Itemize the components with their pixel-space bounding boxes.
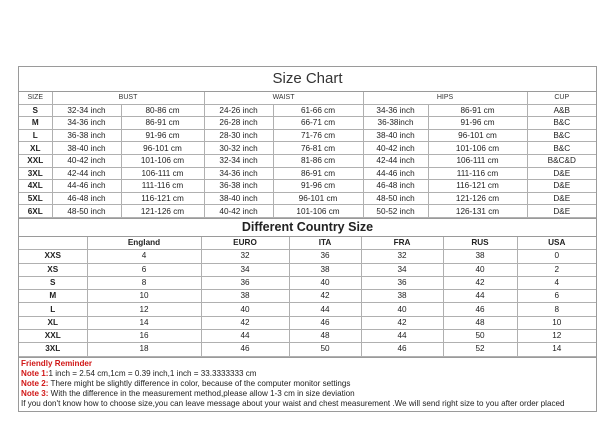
table-cell: 80-86 cm: [121, 104, 204, 117]
table-cell: D&E: [527, 192, 596, 205]
header-blank: [19, 237, 87, 250]
table-cell: 126-131 cm: [428, 205, 527, 218]
table-cell: D&E: [527, 205, 596, 218]
table-cell: 48: [289, 330, 361, 343]
table-cell: 3XL: [19, 167, 52, 180]
table-cell: 61-66 cm: [273, 104, 363, 117]
note-line: [21, 369, 594, 379]
table-cell: 2: [517, 263, 596, 276]
table-cell: L: [19, 129, 52, 142]
table-cell: 71-76 cm: [273, 129, 363, 142]
table-row: [19, 205, 596, 218]
table-cell: 50: [443, 330, 517, 343]
table-cell: 86-91 cm: [428, 104, 527, 117]
table-cell: 46: [289, 316, 361, 329]
table-cell: 91-96 cm: [121, 129, 204, 142]
table-row: [19, 290, 596, 303]
table-cell: 38-40 inch: [52, 142, 121, 155]
table-cell: 4: [517, 276, 596, 289]
table-cell: 4: [87, 250, 201, 263]
table-cell: 36-38 inch: [52, 129, 121, 142]
table-cell: 46-48 inch: [363, 180, 428, 193]
table-cell: B&C&D: [527, 154, 596, 167]
table-cell: 38: [361, 290, 443, 303]
table-cell: 101-106 cm: [121, 154, 204, 167]
table-cell: 38-40 inch: [363, 129, 428, 142]
table-cell: 121-126 cm: [121, 205, 204, 218]
table-cell: 34: [201, 263, 289, 276]
table-cell: 46: [201, 343, 289, 356]
table-cell: 96-101 cm: [428, 129, 527, 142]
table-cell: B&C: [527, 142, 596, 155]
table-cell: 38: [201, 290, 289, 303]
header-euro: EURO: [201, 237, 289, 250]
table-cell: XXL: [19, 154, 52, 167]
table-cell: 44: [289, 303, 361, 316]
notes-footer: If you don't know how to choose size,you can leave message about your waist and chest measurement .We will send right size to you after order placed: [21, 399, 565, 409]
header-cup: CUP: [527, 92, 596, 104]
table-cell: 42: [361, 316, 443, 329]
table-cell: 42: [289, 290, 361, 303]
table-cell: 46-48 inch: [52, 192, 121, 205]
table-cell: M: [19, 117, 52, 130]
table-row: [19, 167, 596, 180]
table-cell: 12: [517, 330, 596, 343]
table-row: [19, 316, 596, 329]
table-cell: 40: [289, 276, 361, 289]
table-cell: 38-40 inch: [204, 192, 273, 205]
table-cell: 12: [87, 303, 201, 316]
table-cell: 14: [87, 316, 201, 329]
table-cell: 46: [361, 343, 443, 356]
table-cell: 76-81 cm: [273, 142, 363, 155]
table-row: [19, 276, 596, 289]
table-cell: M: [19, 290, 87, 303]
table-cell: 44: [443, 290, 517, 303]
table-cell: 44: [361, 330, 443, 343]
note-label: Note 2:: [21, 379, 49, 389]
table-cell: 18: [87, 343, 201, 356]
table-row: [19, 180, 596, 193]
note-label: Note 1:: [21, 368, 49, 378]
header-ita: ITA: [289, 237, 361, 250]
table-cell: B&C: [527, 129, 596, 142]
table-cell: 14: [517, 343, 596, 356]
table-cell: 8: [517, 303, 596, 316]
table-cell: 28-30 inch: [204, 129, 273, 142]
table-cell: XXS: [19, 250, 87, 263]
table-row: [19, 104, 596, 117]
table-cell: 66-71 cm: [273, 117, 363, 130]
table-cell: 30-32 inch: [204, 142, 273, 155]
table-cell: 40-42 inch: [363, 142, 428, 155]
table-cell: 0: [517, 250, 596, 263]
size-chart-table: [19, 92, 596, 218]
note-text: 1 inch = 2.54 cm,1cm = 0.39 inch,1 inch = 33.3333333 cm: [48, 368, 257, 378]
table-cell: 50: [289, 343, 361, 356]
notes-heading: Friendly Reminder: [21, 358, 93, 368]
table-row: [19, 330, 596, 343]
table-cell: 26-28 inch: [204, 117, 273, 130]
country-size-table: [19, 237, 596, 357]
table-cell: 48: [443, 316, 517, 329]
header-waist: WAIST: [204, 92, 363, 104]
header-bust: BUST: [52, 92, 204, 104]
table-cell: 48-50 inch: [363, 192, 428, 205]
table-cell: 36: [289, 250, 361, 263]
table-row: [19, 129, 596, 142]
note-text: With the difference in the measurement method,please allow 1-3 cm in size deviation: [48, 389, 355, 399]
table-cell: 36: [361, 276, 443, 289]
table-row: [19, 303, 596, 316]
table-row: [19, 154, 596, 167]
table-cell: 44-46 inch: [363, 167, 428, 180]
table-cell: 38: [289, 263, 361, 276]
table-cell: B&C: [527, 117, 596, 130]
table-cell: XL: [19, 316, 87, 329]
table-cell: 38: [443, 250, 517, 263]
table-cell: 4XL: [19, 180, 52, 193]
table-row: [19, 250, 596, 263]
table-cell: 46: [443, 303, 517, 316]
header-england: England: [87, 237, 201, 250]
table-cell: 52: [443, 343, 517, 356]
table-cell: 91-96 cm: [273, 180, 363, 193]
table-cell: 34-36 inch: [52, 117, 121, 130]
size-chart-title: Size Chart: [19, 67, 596, 92]
table-cell: S: [19, 104, 52, 117]
table-cell: 86-91 cm: [121, 117, 204, 130]
table-row: [19, 117, 596, 130]
table-cell: 32: [201, 250, 289, 263]
table-cell: 42: [443, 276, 517, 289]
table-cell: D&E: [527, 180, 596, 193]
note-line: [21, 389, 594, 399]
table-cell: 91-96 cm: [428, 117, 527, 130]
table-cell: 42: [201, 316, 289, 329]
size-chart-header-row: [19, 92, 596, 104]
table-row: [19, 263, 596, 276]
note-text: There might be slightly difference in color, because of the computer monitor settings: [48, 379, 351, 389]
header-size: SIZE: [19, 92, 52, 104]
table-cell: 34-36 inch: [363, 104, 428, 117]
table-cell: 40-42 inch: [204, 205, 273, 218]
table-cell: 116-121 cm: [121, 192, 204, 205]
table-cell: 10: [87, 290, 201, 303]
table-cell: 40-42 inch: [52, 154, 121, 167]
table-cell: D&E: [527, 167, 596, 180]
table-cell: 8: [87, 276, 201, 289]
table-cell: 44-46 inch: [52, 180, 121, 193]
table-cell: S: [19, 276, 87, 289]
table-cell: XL: [19, 142, 52, 155]
table-cell: 36-38 inch: [204, 180, 273, 193]
header-hips: HIPS: [363, 92, 527, 104]
table-cell: 96-101 cm: [273, 192, 363, 205]
table-cell: 6: [517, 290, 596, 303]
size-chart-document: [18, 66, 597, 412]
table-cell: 24-26 inch: [204, 104, 273, 117]
table-cell: XXL: [19, 330, 87, 343]
table-row: [19, 343, 596, 356]
table-cell: 44: [201, 330, 289, 343]
table-cell: 101-106 cm: [273, 205, 363, 218]
table-cell: 42-44 inch: [52, 167, 121, 180]
table-cell: 36-38inch: [363, 117, 428, 130]
table-cell: 116-121 cm: [428, 180, 527, 193]
table-cell: 32: [361, 250, 443, 263]
table-cell: 50-52 inch: [363, 205, 428, 218]
table-cell: 40: [361, 303, 443, 316]
table-cell: 16: [87, 330, 201, 343]
table-cell: 34-36 inch: [204, 167, 273, 180]
table-cell: 10: [517, 316, 596, 329]
table-cell: 111-116 cm: [121, 180, 204, 193]
notes-section: [19, 357, 596, 411]
table-cell: A&B: [527, 104, 596, 117]
table-cell: L: [19, 303, 87, 316]
header-usa: USA: [517, 237, 596, 250]
table-cell: 6: [87, 263, 201, 276]
table-cell: 106-111 cm: [121, 167, 204, 180]
country-size-title: Different Country Size: [19, 218, 596, 237]
table-cell: 5XL: [19, 192, 52, 205]
country-size-header-row: [19, 237, 596, 250]
table-cell: 121-126 cm: [428, 192, 527, 205]
note-line: [21, 379, 594, 389]
table-cell: 81-86 cm: [273, 154, 363, 167]
table-cell: 96-101 cm: [121, 142, 204, 155]
table-cell: 106-111 cm: [428, 154, 527, 167]
table-row: [19, 192, 596, 205]
header-rus: RUS: [443, 237, 517, 250]
table-cell: 48-50 inch: [52, 205, 121, 218]
table-cell: 42-44 inch: [363, 154, 428, 167]
table-cell: 111-116 cm: [428, 167, 527, 180]
table-row: [19, 142, 596, 155]
table-cell: XS: [19, 263, 87, 276]
table-cell: 32-34 inch: [204, 154, 273, 167]
table-cell: 32-34 inch: [52, 104, 121, 117]
table-cell: 36: [201, 276, 289, 289]
table-cell: 86-91 cm: [273, 167, 363, 180]
table-cell: 3XL: [19, 343, 87, 356]
table-cell: 34: [361, 263, 443, 276]
table-cell: 6XL: [19, 205, 52, 218]
table-cell: 40: [443, 263, 517, 276]
note-label: Note 3:: [21, 389, 49, 399]
table-cell: 40: [201, 303, 289, 316]
header-fra: FRA: [361, 237, 443, 250]
table-cell: 101-106 cm: [428, 142, 527, 155]
